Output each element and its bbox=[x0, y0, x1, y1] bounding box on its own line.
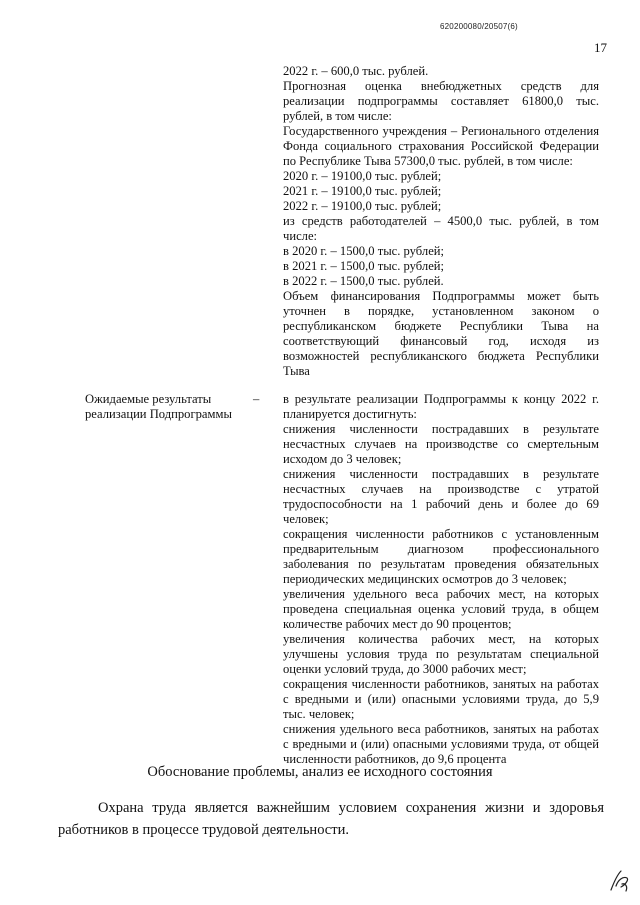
result-line: сокращения численности работников с установленным предварительным диагнозом профессионального заболевания по результатам проведения обязательных периодических медицинских осмотров до 3 человек; bbox=[283, 527, 599, 586]
funding-line: 2020 г. – 19100,0 тыс. рублей; bbox=[283, 169, 442, 183]
section-heading: Обоснование проблемы, анализ ее исходного состояния bbox=[147, 764, 493, 780]
funding-line: 2021 г. – 19100,0 тыс. рублей; bbox=[283, 184, 442, 198]
results-block bbox=[283, 392, 599, 767]
result-line: сокращения численности работников, занятых на работах с вредными и (или) опасными условиями труда, до 5,9 тыс. человек; bbox=[283, 677, 599, 721]
funding-block bbox=[283, 64, 599, 379]
funding-line: в 2020 г. – 1500,0 тыс. рублей; bbox=[283, 244, 445, 258]
results-label: Ожидаемые результаты реализации Подпрограммы bbox=[85, 392, 232, 421]
document-number: 620200080/20507(6) bbox=[440, 22, 518, 31]
funding-line: в 2022 г. – 1500,0 тыс. рублей. bbox=[283, 274, 444, 288]
funding-line: Прогнозная оценка внебюджетных средств для реализации подпрограммы составляет 61800,0 тыс. рублей, в том числе: bbox=[283, 79, 599, 123]
handwritten-mark bbox=[608, 868, 632, 894]
funding-line: Государственного учреждения – Регионального отделения Фонда социального страхования Российской Федерации по Республике Тыва 57300,0 тыс. рублей, в том числе: bbox=[283, 124, 599, 168]
funding-line: в 2021 г. – 1500,0 тыс. рублей; bbox=[283, 259, 445, 273]
results-dash: – bbox=[253, 392, 260, 406]
page-number: 17 bbox=[594, 40, 607, 55]
body-paragraph: Охрана труда является важнейшим условием сохранения жизни и здоровья работников в процессе трудовой деятельности. bbox=[58, 800, 604, 838]
result-line: в результате реализации Подпрограммы к концу 2022 г. планируется достигнуть: bbox=[283, 392, 599, 421]
funding-line: Объем финансирования Подпрограммы может быть уточнен в порядке, установленном законом о республиканском бюджете Республики Тыва на соответствующий финансовый год, исходя из возможностей республиканского бюджета Республики Тыва bbox=[283, 289, 599, 378]
result-line: снижения численности пострадавших в результате несчастных случаев на производстве с утратой трудоспособности на 1 рабочий день и более до 69 человек; bbox=[283, 467, 599, 526]
funding-line: из средств работодателей – 4500,0 тыс. рублей, в том числе: bbox=[283, 214, 599, 243]
result-line: снижения удельного веса работников, занятых на работах с вредными и (или) опасными условиями труда, от общей численности работников, до 9,6 процента bbox=[283, 722, 599, 766]
result-line: увеличения удельного веса рабочих мест, на которых проведена специальная оценка условий труда, в общем количестве рабочих мест до 90 процентов; bbox=[283, 587, 599, 631]
funding-line: 2022 г. – 600,0 тыс. рублей. bbox=[283, 64, 429, 78]
result-line: увеличения количества рабочих мест, на которых улучшены условия труда по результатам специальной оценки условий труда, до 3000 рабочих мест; bbox=[283, 632, 599, 676]
result-line: снижения численности пострадавших в результате несчастных случаев на производстве со смертельным исходом до 3 человек; bbox=[283, 422, 599, 466]
funding-line: 2022 г. – 19100,0 тыс. рублей; bbox=[283, 199, 442, 213]
